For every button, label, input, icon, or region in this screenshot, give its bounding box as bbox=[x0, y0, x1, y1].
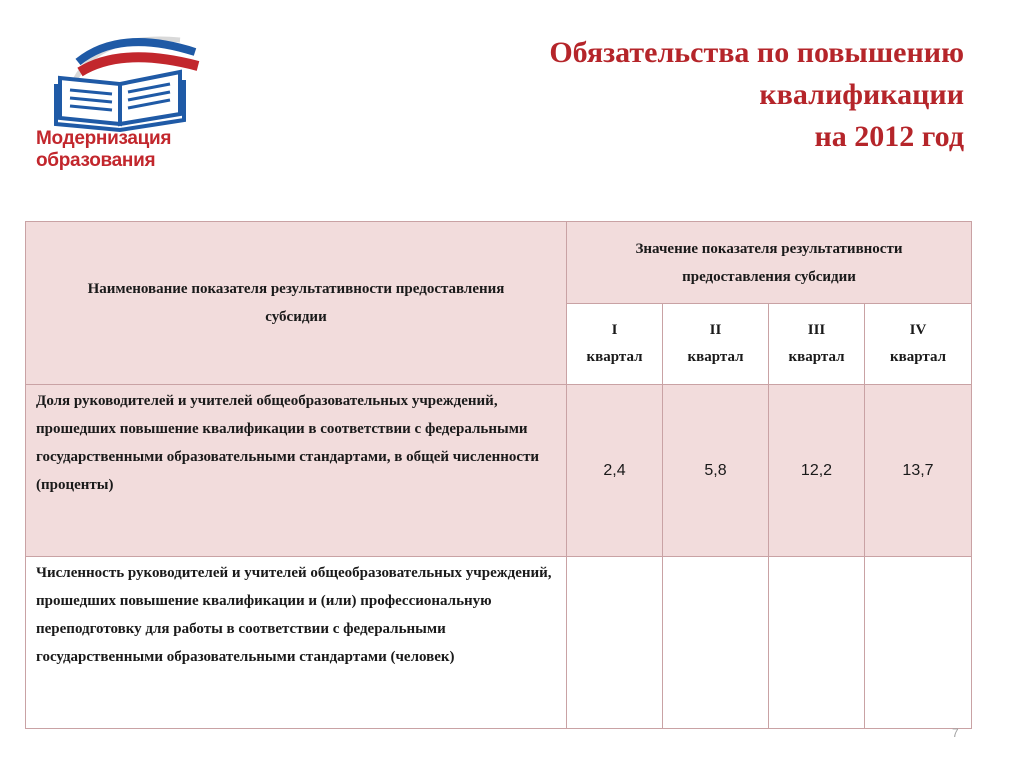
table-row bbox=[26, 557, 972, 729]
quarter-4-label: квартал bbox=[890, 349, 946, 365]
quarter-1-label: квартал bbox=[586, 349, 643, 365]
quarter-2-label: квартал bbox=[687, 349, 744, 365]
quarter-4-num: IV bbox=[909, 322, 927, 338]
header-quarter-1 bbox=[567, 304, 663, 385]
logo-line-1: Модернизация bbox=[36, 128, 172, 149]
header-indicator-value bbox=[567, 222, 972, 304]
row-2-q2 bbox=[663, 557, 769, 729]
row-1-q4: 13,7 bbox=[865, 385, 972, 557]
quarter-2-num: II bbox=[709, 322, 722, 338]
header-quarter-2 bbox=[663, 304, 769, 385]
title-line-1: Обязательства по повышению bbox=[549, 36, 964, 69]
header-quarter-4 bbox=[865, 304, 972, 385]
quarter-1-num: I bbox=[611, 322, 618, 338]
table-row bbox=[26, 385, 972, 557]
row-1-q1: 2,4 bbox=[567, 385, 663, 557]
row-2-q3 bbox=[769, 557, 865, 729]
row-1-q3: 12,2 bbox=[769, 385, 865, 557]
header-quarter-3 bbox=[769, 304, 865, 385]
row-1-name: Доля руководителей и учителей общеобразовательных учреждений, прошедших повышение квалификации в соответствии с федеральными государственными образовательными стандартами, в общей численности (проценты) bbox=[26, 385, 567, 557]
row-1-q2: 5,8 bbox=[663, 385, 769, 557]
logo-text bbox=[36, 128, 171, 172]
open-book-icon bbox=[30, 22, 210, 132]
indicators-table bbox=[25, 221, 972, 729]
row-2-q4 bbox=[865, 557, 972, 729]
title-line-2: квалификации bbox=[759, 78, 964, 111]
logo-line-2: образования bbox=[36, 150, 156, 171]
page-number: 7 bbox=[952, 726, 959, 740]
row-2-q1 bbox=[567, 557, 663, 729]
header-indicator-value-text: Значение показателя результативности предоставления субсидии bbox=[635, 240, 903, 285]
title-line-3: на 2012 год bbox=[814, 120, 964, 153]
quarter-3-label: квартал bbox=[788, 349, 845, 365]
row-2-name: Численность руководителей и учителей общеобразовательных учреждений, прошедших повышение квалификации и (или) профессиональную переподготовку для работы в соответствии с федеральными государственными образовательными стандартами (человек) bbox=[26, 557, 567, 729]
page-title bbox=[404, 32, 964, 158]
header-indicator-name bbox=[26, 222, 567, 385]
header-indicator-name-text: Наименование показателя результативности предоставления субсидии bbox=[87, 281, 505, 325]
quarter-3-num: III bbox=[807, 322, 826, 338]
logo bbox=[30, 22, 210, 182]
